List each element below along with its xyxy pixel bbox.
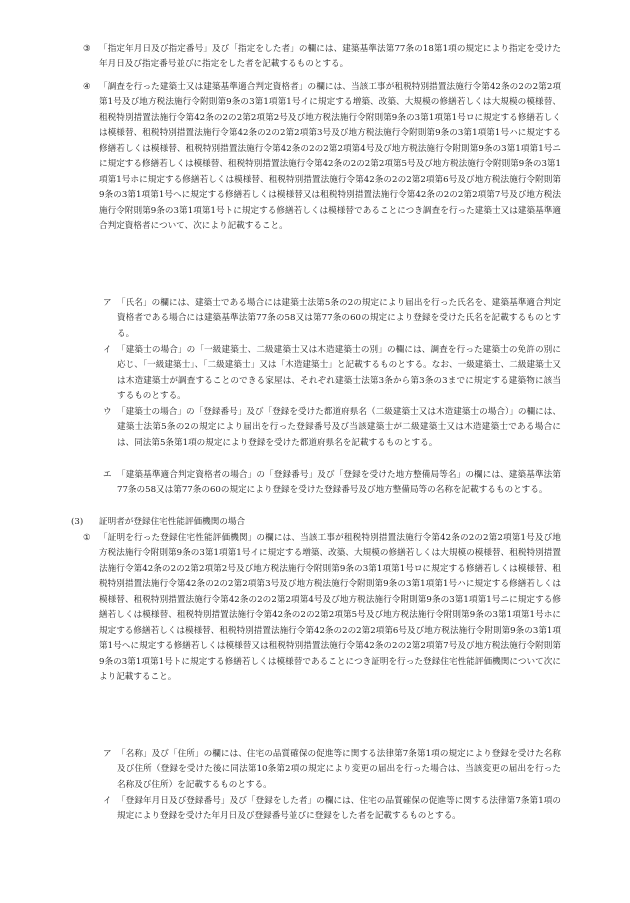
item-marker: ウ [103, 407, 112, 417]
list-item [103, 296, 561, 342]
item-marker: ④ [83, 82, 91, 92]
item-text: 「登録年月日及び登録番号」及び「登録をした者」の欄には、住宅の品質確保の促進等に関する法律第7条第1項の規定により登録を受けた年月日及び登録番号並びに登録をした者を記載するものとする。 [117, 796, 561, 822]
item-marker: ③ [83, 44, 91, 54]
list-item [103, 405, 561, 451]
list-item [103, 794, 561, 825]
item-marker: イ [103, 796, 112, 806]
item-text: 「調査を行った建築士又は建築基準適合判定資格者」の欄には、当該工事が租税特別措置法施行令第42条の2の2第2項第1号及び地方税法施行令附則第9条の3第1項第1号イに規定する増築、改築、大規模の修繕若しくは大規模の模様替、租税特別措置法施行令第42条の2の2第2項第2号及び地方税法施行令附則第9条の3第1項第1号ロに規定する修繕若しくは模様替、租税特別措置法施行令第42条の2の2第2項第3号及び地方税法施行令附則第9条の3第1項第1号ハに規定する修繕若しくは模様替、租税特別措置法施行令第42条の2の2第2項第4号及び地方税法施行令附則第9条の3第1項第1号ニに規定する修繕若しくは模様替、租税特別措置法施行令第42条の2の2第2項第5号及び地方税法施行令附則第9条の3第1項第1号ホに規定する修繕若しくは模様替、租税特別措置法施行令第42条の2の2第2項第6号及び地方税法施行令附則第9条の3第1項第1号へに規定する修繕若しくは模様替又は租税特別措置法施行令第42条の2の2第2項第7号及び地方税法施行令附則第9条の3第1項第1号トに規定する修繕若しくは模様替であることにつき調査を行った建築士又は建築基準適合判定資格者について、次により記載すること。 [99, 82, 561, 232]
list-item [83, 531, 561, 686]
item-text: 「名称」及び「住所」の欄には、住宅の品質確保の促進等に関する法律第7条第1項の規定により登録を受けた名称及び住所（登録を受けた後に同法第10条第2項の規定により変更の届出を行った場合は、当該変更の届出を行った名称及び住所）を記載するものとする。 [117, 749, 561, 790]
list-item [103, 343, 561, 405]
item-marker: エ [103, 470, 112, 480]
item-marker: ① [83, 533, 91, 543]
list-item [83, 80, 561, 235]
section-heading [71, 515, 561, 530]
list-item [83, 42, 561, 73]
item-marker: ア [103, 298, 112, 308]
item-text: 「指定年月日及び指定番号」及び「指定をした者」の欄には、建築基準法第77条の18第1項の規定により指定を受けた年月日及び指定番号並びに指定をした者を記載するものとする。 [99, 44, 561, 70]
section-marker: (3) [71, 517, 84, 527]
item-text: 「建築基準適合判定資格者の場合」の「登録番号」及び「登録を受けた地方整備局等名」の欄には、建築基準法第77条の58又は第77条の60の規定により登録を受けた登録番号及び地方整備局等の名称を記載するものとする。 [117, 470, 561, 496]
section-title: 証明者が登録住宅性能評価機関の場合 [99, 517, 246, 527]
item-text: 「建築士の場合」の「登録番号」及び「登録を受けた都道府県名（二級建築士又は木造建築士の場合）」の欄には、建築士法第5条の2の規定により届出を行った登録番号及び当該建築士が二級建築士又は木造建築士である場合には、同法第5条第1項の規定により登録を受けた都道府県名を記載するものとする。 [117, 407, 561, 448]
item-text: 「建築士の場合」の「一級建築士、二級建築士又は木造建築士の別」の欄には、調査を行った建築士の免許の別に応じ、「一級建築士」、「二級建築士」又は「木造建築士」と記載するものとする。なお、一級建築士、二級建築士又は木造建築士が調査することのできる家屋は、それぞれ建築士法第3条から第3条の3までに規定する建築物に該当するものとする。 [117, 345, 561, 402]
item-marker: ア [103, 749, 112, 759]
list-item [103, 468, 561, 499]
list-item [103, 747, 561, 793]
item-text: 「証明を行った登録住宅性能評価機関」の欄には、当該工事が租税特別措置法施行令第42条の2の2第2項第1号及び地方税法施行令附則第9条の3第1項第1号イに規定する増築、改築、大規模の修繕若しくは大規模の模様替、租税特別措置法施行令第42条の2の2第2項第2号及び地方税法施行令附則第9条の3第1項第1号ロに規定する修繕若しくは模様替、租税特別措置法施行令第42条の2の2第2項第3号及び地方税法施行令附則第9条の3第1項第1号ハに規定する修繕若しくは模様替、租税特別措置法施行令第42条の2の2第2項第4号及び地方税法施行令附則第9条の3第1項第1号ニに規定する修繕若しくは模様替、租税特別措置法施行令第42条の2の2第2項第5号及び地方税法施行令附則第9条の3第1項第1号ホに規定する修繕若しくは模様替、租税特別措置法施行令第42条の2の2第2項第6号及び地方税法施行令附則第9条の3第1項第1号へに規定する修繕若しくは模様替又は租税特別措置法施行令第42条の2の2第2項第7号及び地方税法施行令附則第9条の3第1項第1号トに規定する修繕若しくは模様替であることにつき証明を行った登録住宅性能評価機関について次により記載すること。 [99, 533, 561, 683]
item-text: 「氏名」の欄には、建築士である場合には建築士法第5条の2の規定により届出を行った氏名を、建築基準適合判定資格者である場合には建築基準法第77条の58又は第77条の60の規定により登録を受けた氏名を記載するものとする。 [117, 298, 561, 339]
item-marker: イ [103, 345, 112, 355]
